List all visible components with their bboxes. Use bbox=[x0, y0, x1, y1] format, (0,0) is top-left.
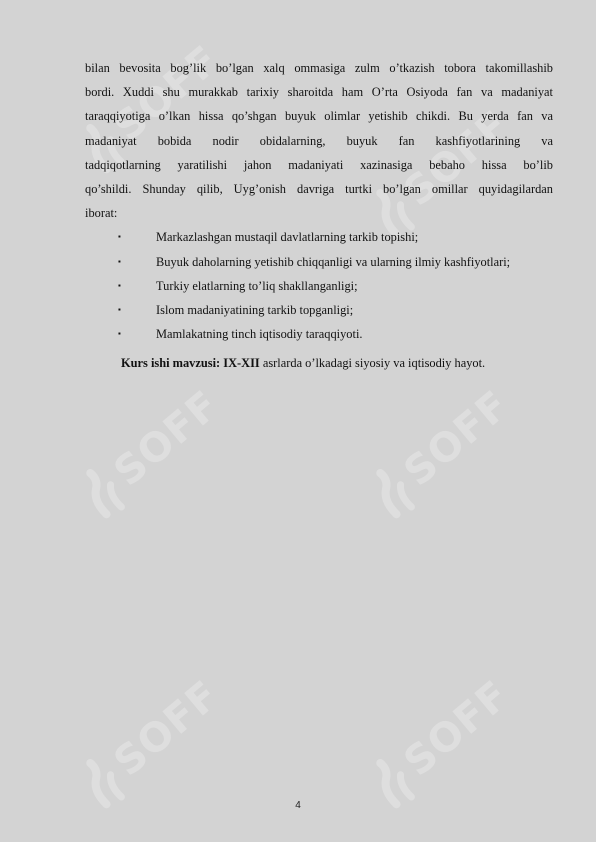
watermark bbox=[66, 366, 254, 544]
watermark-text: SOFF bbox=[105, 382, 229, 496]
factor-list bbox=[85, 225, 553, 346]
list-item bbox=[85, 298, 553, 322]
bullet-icon: ▪ bbox=[118, 232, 121, 242]
bullet-icon: ▪ bbox=[118, 280, 121, 290]
paragraph-line: bilan bevosita bog’lik bo’lgan xalq ommasiga zulm o’tkazish tobora takomillashib bbox=[85, 61, 553, 75]
watermark-text: SOFF bbox=[105, 672, 229, 786]
paragraph-line: bordi. Xuddi shu murakkab tarixiy sharoitda ham O’rta Osiyoda fan va madaniyat bbox=[85, 85, 553, 100]
watermark-text: SOFF bbox=[395, 102, 519, 216]
list-item bbox=[85, 274, 553, 298]
watermark-text: SOFF bbox=[395, 382, 519, 496]
body-paragraph bbox=[85, 56, 553, 225]
course-topic bbox=[85, 351, 553, 375]
topic-centuries: IX-XII bbox=[223, 356, 260, 371]
list-item-text: Islom madaniyatining tarkib topganligi; bbox=[156, 302, 354, 317]
list-item-text: Turkiy elatlarning to’liq shakllanganligi; bbox=[156, 278, 358, 293]
paragraph-line: madaniyat bobida nodir obidalarning, buyuk fan kashfiyotlarining va bbox=[85, 133, 553, 148]
list-item bbox=[85, 322, 553, 346]
page-content bbox=[85, 56, 553, 376]
list-item-text: Markazlashgan mustaqil davlatlarning tarkib topishi; bbox=[156, 230, 419, 245]
watermark-text: SOFF bbox=[105, 37, 229, 151]
paragraph-line: iborat: bbox=[85, 206, 118, 221]
bullet-icon: ▪ bbox=[118, 304, 121, 314]
page-number: 4 bbox=[295, 800, 301, 811]
list-item-text: Buyuk daholarning yetishib chiqqanligi va ularning ilmiy kashfiyotlari; bbox=[156, 254, 511, 269]
watermark bbox=[356, 366, 544, 544]
list-item bbox=[85, 250, 553, 274]
watermark-text: SOFF bbox=[395, 672, 519, 786]
bullet-icon: ▪ bbox=[118, 256, 121, 266]
paragraph-line: qo’shildi. Shunday qilib, Uyg’onish davriga turtki bo’lgan omillar quyidagilardan bbox=[85, 182, 553, 197]
topic-text: asrlarda o’lkadagi siyosiy va iqtisodiy hayot. bbox=[262, 356, 486, 371]
paragraph-line: tadqiqotlarning yaratilishi jahon madaniyati xazinasiga bebaho hissa bo’lib bbox=[85, 157, 553, 172]
topic-label: Kurs ishi mavzusi: bbox=[121, 356, 221, 371]
list-item bbox=[85, 225, 553, 249]
paragraph-line: taraqqiyotiga o’lkan hissa qo’shgan buyuk olimlar yetishib chikdi. Bu yerda fan va bbox=[85, 109, 553, 124]
bullet-icon: ▪ bbox=[118, 329, 121, 339]
list-item-text: Mamlakatning tinch iqtisodiy taraqqiyoti. bbox=[156, 327, 363, 342]
